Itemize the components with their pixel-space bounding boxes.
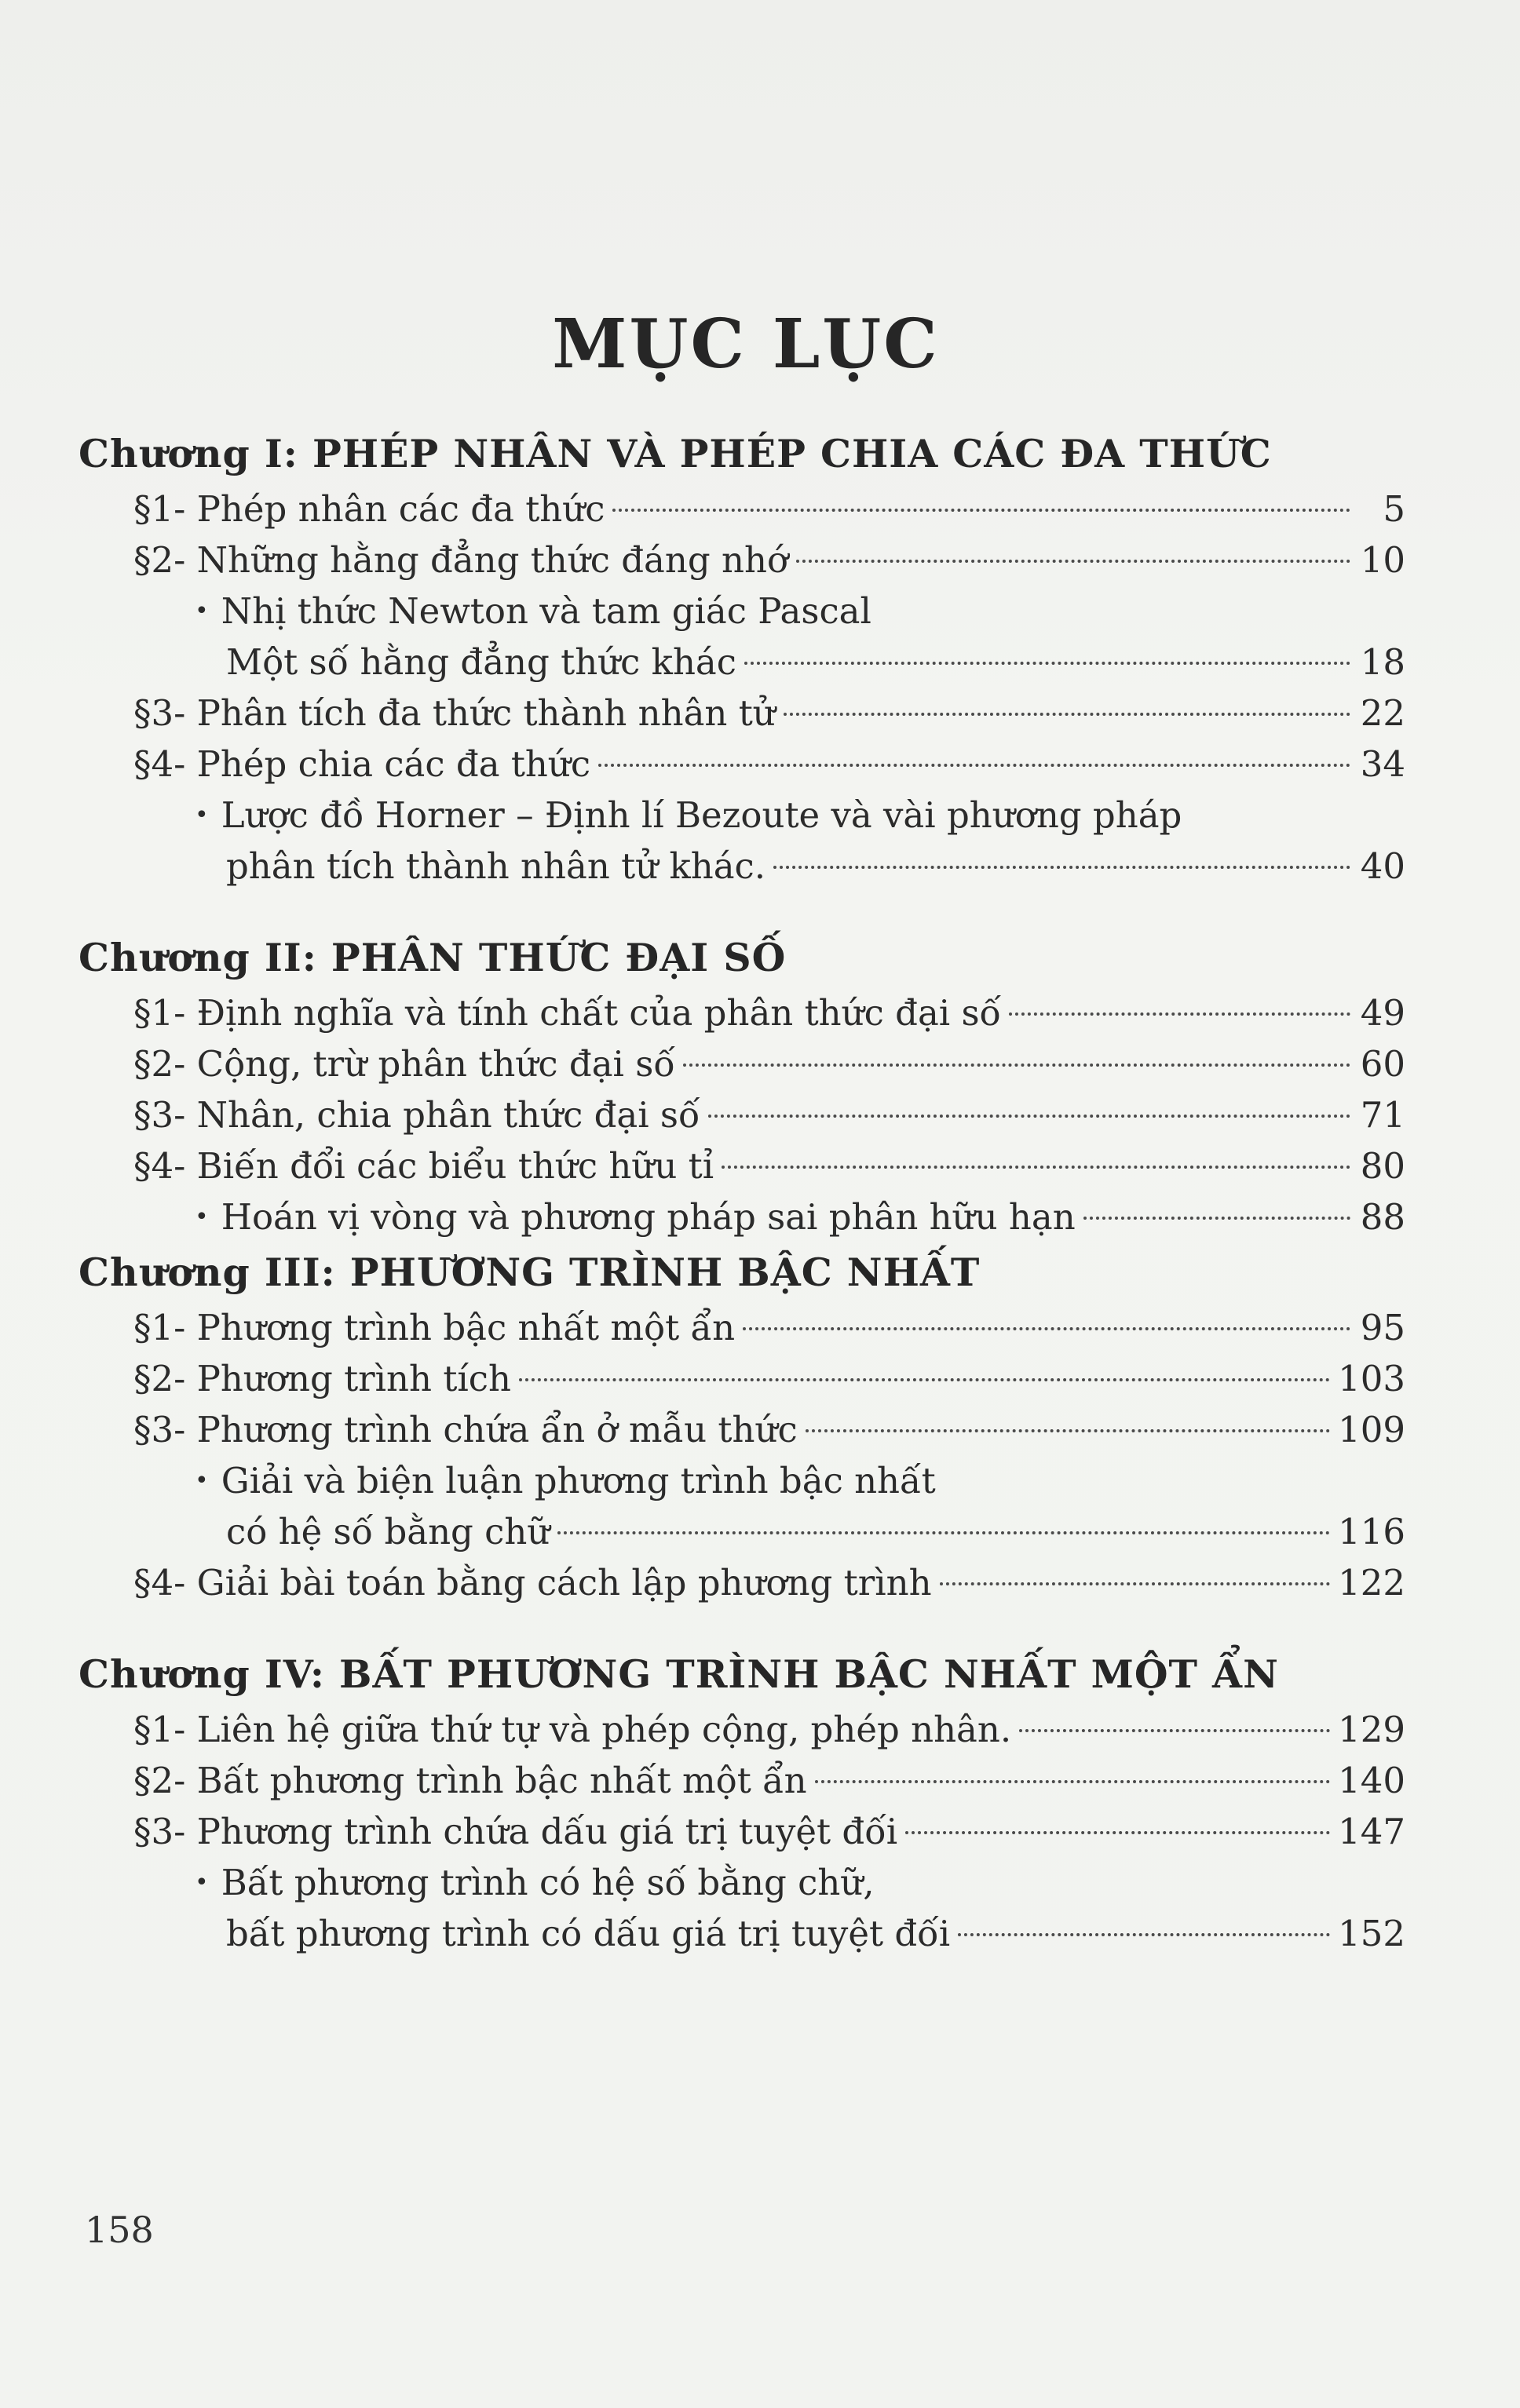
toc-entry-page: 122 [1338,1562,1405,1604]
toc-entry-label: §1- Định nghĩa và tính chất của phân thức đại số [133,992,1002,1034]
bullet-icon: • [195,1869,209,1896]
toc-entry[interactable] [79,739,1405,790]
toc-subentry[interactable] [79,1506,1405,1557]
dot-leader [940,1582,1330,1585]
toc-entry-page: 34 [1360,743,1405,785]
toc-entry[interactable] [79,1806,1405,1857]
toc-entry-label: §4- Giải bài toán bằng cách lập phương trình [133,1562,932,1604]
dot-leader [708,1115,1350,1118]
toc-entry[interactable] [79,535,1405,586]
toc-entry-page: 103 [1338,1358,1405,1399]
toc-entry-label: §2- Những hằng đẳng thức đáng nhớ [133,539,789,581]
dot-leader [598,764,1350,767]
toc-entry-page: 116 [1338,1511,1405,1552]
toc-entry[interactable] [79,987,1405,1038]
toc-entry[interactable] [79,1704,1405,1755]
toc-entry-page: 40 [1360,845,1405,887]
toc-entry-label: §4- Biến đổi các biểu thức hữu tỉ [133,1145,714,1187]
toc-entry-label: bất phương trình có dấu giá trị tuyệt đối [226,1913,951,1954]
toc-entry-label: §3- Phương trình chứa ẩn ở mẫu thức [133,1409,798,1450]
toc-entry-page: 109 [1338,1409,1405,1450]
toc-entry-label: Giải và biện luận phương trình bậc nhất [221,1460,936,1501]
toc-entry-label: §4- Phép chia các đa thức [133,743,591,785]
toc-entry[interactable] [79,1353,1405,1404]
toc-entry[interactable] [79,1404,1405,1455]
toc-entry-label: §2- Cộng, trừ phân thức đại số [133,1043,675,1085]
toc-entry-label: Lược đồ Horner – Định lí Bezoute và vài phương pháp [221,794,1182,836]
dot-leader [1019,1729,1330,1732]
toc-entry[interactable] [79,1140,1405,1191]
toc-entry-page: 147 [1338,1811,1405,1852]
toc-entry-label: §2- Phương trình tích [133,1358,511,1399]
toc-entry-page: 129 [1338,1709,1405,1750]
toc-entry-label: §1- Phép nhân các đa thức [133,488,605,530]
toc-entry-page: 95 [1360,1307,1405,1348]
toc-entry-page: 140 [1338,1760,1405,1801]
bullet-icon: • [195,1467,209,1494]
page-number: 158 [85,2209,154,2251]
toc-subentry[interactable] [79,1455,1405,1506]
toc-entry[interactable] [79,483,1405,535]
toc-entry-label: §3- Phân tích đa thức thành nhân tử [133,692,776,734]
dot-leader [796,560,1350,563]
dot-leader [784,713,1350,716]
dot-leader [722,1166,1350,1169]
toc-entry[interactable] [79,1755,1405,1806]
dot-leader [958,1933,1330,1936]
bullet-icon: • [195,597,209,625]
toc-subentry[interactable] [79,1908,1405,1959]
dot-leader [905,1831,1330,1834]
toc-entry-label: §3- Phương trình chứa dấu giá trị tuyệt đối [133,1811,898,1852]
dot-leader [683,1064,1350,1067]
toc-entry-label: phân tích thành nhân tử khác. [226,845,766,887]
toc-subentry[interactable] [79,841,1405,892]
toc-entry[interactable] [79,1557,1405,1608]
toc-subentry[interactable] [79,790,1405,841]
table-of-contents [79,424,1405,1959]
dot-leader [744,662,1350,665]
toc-entry-page: 71 [1360,1094,1405,1136]
dot-leader [519,1378,1330,1381]
chapter-heading: Chương III: PHƯƠNG TRÌNH BẬC NHẤT [79,1250,981,1295]
toc-entry-page: 18 [1360,641,1405,683]
toc-subentry[interactable] [79,637,1405,688]
toc-entry-label: §1- Liên hệ giữa thứ tự và phép cộng, phép nhân. [133,1709,1012,1750]
toc-subentry[interactable] [79,1857,1405,1908]
toc-entry-page: 49 [1360,992,1405,1034]
toc-entry-label: §2- Bất phương trình bậc nhất một ẩn [133,1760,807,1801]
toc-entry-label: Nhị thức Newton và tam giác Pascal [221,590,871,632]
toc-entry-label: có hệ số bằng chữ [226,1511,550,1552]
toc-subentry[interactable] [79,586,1405,637]
toc-entry[interactable] [79,1302,1405,1353]
dot-leader [743,1327,1350,1330]
chapter-heading: Chương I: PHÉP NHÂN VÀ PHÉP CHIA CÁC ĐA THỨC [79,431,1272,476]
dot-leader [815,1780,1330,1783]
bullet-icon: • [195,801,209,829]
toc-entry[interactable] [79,688,1405,739]
toc-entry-label: §1- Phương trình bậc nhất một ẩn [133,1307,736,1348]
chapter-heading: Chương II: PHÂN THỨC ĐẠI SỐ [79,935,787,980]
dot-leader [773,866,1350,869]
toc-entry-page: 60 [1360,1043,1405,1085]
dot-leader [557,1531,1330,1534]
page-title: MỤC LỤC [552,305,940,384]
toc-entry-label: Hoán vị vòng và phương pháp sai phân hữu hạn [221,1196,1076,1238]
toc-entry-page: 10 [1360,539,1405,581]
dot-leader [1009,1012,1350,1016]
toc-subentry[interactable] [79,1191,1405,1242]
toc-entry-page: 22 [1360,692,1405,734]
chapter-heading: Chương IV: BẤT PHƯƠNG TRÌNH BẬC NHẤT MỘT ẨN [79,1651,1279,1697]
dot-leader [1083,1217,1350,1220]
toc-entry-page: 5 [1383,488,1405,530]
toc-entry-label: §3- Nhân, chia phân thức đại số [133,1094,700,1136]
toc-entry[interactable] [79,1089,1405,1140]
toc-entry-page: 88 [1360,1196,1405,1238]
toc-entry[interactable] [79,1038,1405,1089]
toc-entry-label: Một số hằng đẳng thức khác [226,641,736,683]
dot-leader [806,1429,1330,1432]
toc-entry-page: 152 [1338,1913,1405,1954]
dot-leader [612,509,1350,512]
bullet-icon: • [195,1203,209,1231]
toc-entry-label: Bất phương trình có hệ số bằng chữ, [221,1862,875,1903]
toc-entry-page: 80 [1360,1145,1405,1187]
